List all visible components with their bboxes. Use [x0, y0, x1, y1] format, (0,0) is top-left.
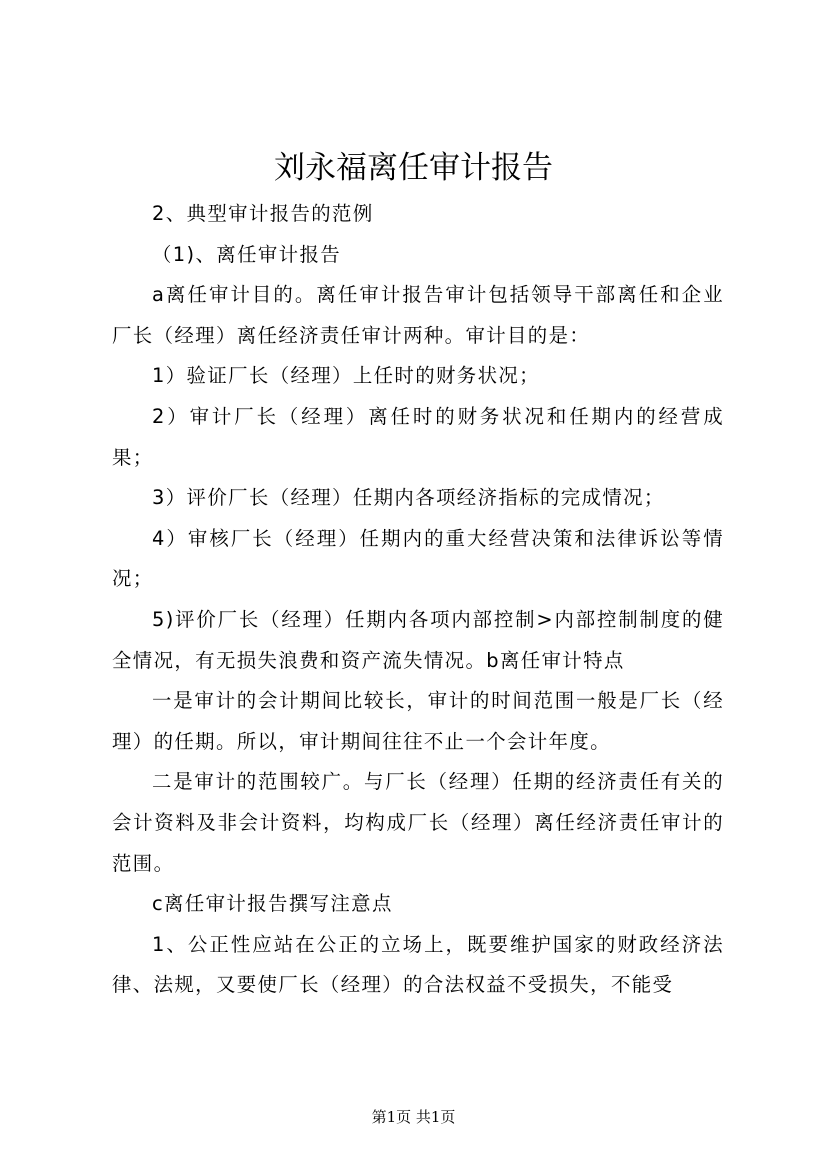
document-body — [112, 194, 724, 1006]
paragraph: 4）审核厂长（经理）任期内的重大经营决策和法律诉讼等情况； — [112, 526, 724, 591]
paragraph: 2、典型审计报告的范例 — [152, 202, 374, 225]
document-title: 刘永福离任审计报告 — [274, 150, 553, 186]
paragraph: 一是审计的会计期间比较长，审计的时间范围一般是厂长（经理）的任期。所以，审计期间往往不止一个会计年度。 — [112, 689, 724, 753]
paragraph: （1)、离任审计报告 — [152, 242, 342, 266]
paragraph: 3）评价厂长（经理）任期内各项经济指标的完成情况； — [152, 486, 665, 510]
paragraph: a离任审计目的。离任审计报告审计包括领导干部离任和企业厂长（经理）离任经济责任审计两种。审计目的是： — [112, 283, 724, 347]
paragraph: 5)评价厂长（经理）任期内各项内部控制>内部控制制度的健全情况，有无损失浪费和资产流失情况。b离任审计特点 — [112, 607, 724, 672]
paragraph: 二是审计的范围较广。与厂长（经理）任期的经济责任有关的会计资料及非会计资料，均构成厂长（经理）离任经济责任审计的范围。 — [112, 770, 724, 875]
paragraph: 1）验证厂长（经理）上任时的财务状况； — [152, 364, 540, 388]
page-footer: 第1页 共1页 — [371, 1108, 456, 1126]
paragraph: 2）审计厂长（经理）离任时的财务状况和任期内的经营成果； — [112, 404, 724, 469]
paragraph: c离任审计报告撰写注意点 — [152, 892, 393, 916]
paragraph: 1、公正性应站在公正的立场上，既要维护国家的财政经济法律、法规，又要使厂长（经理）的合法权益不受损失，不能受 — [112, 932, 724, 997]
